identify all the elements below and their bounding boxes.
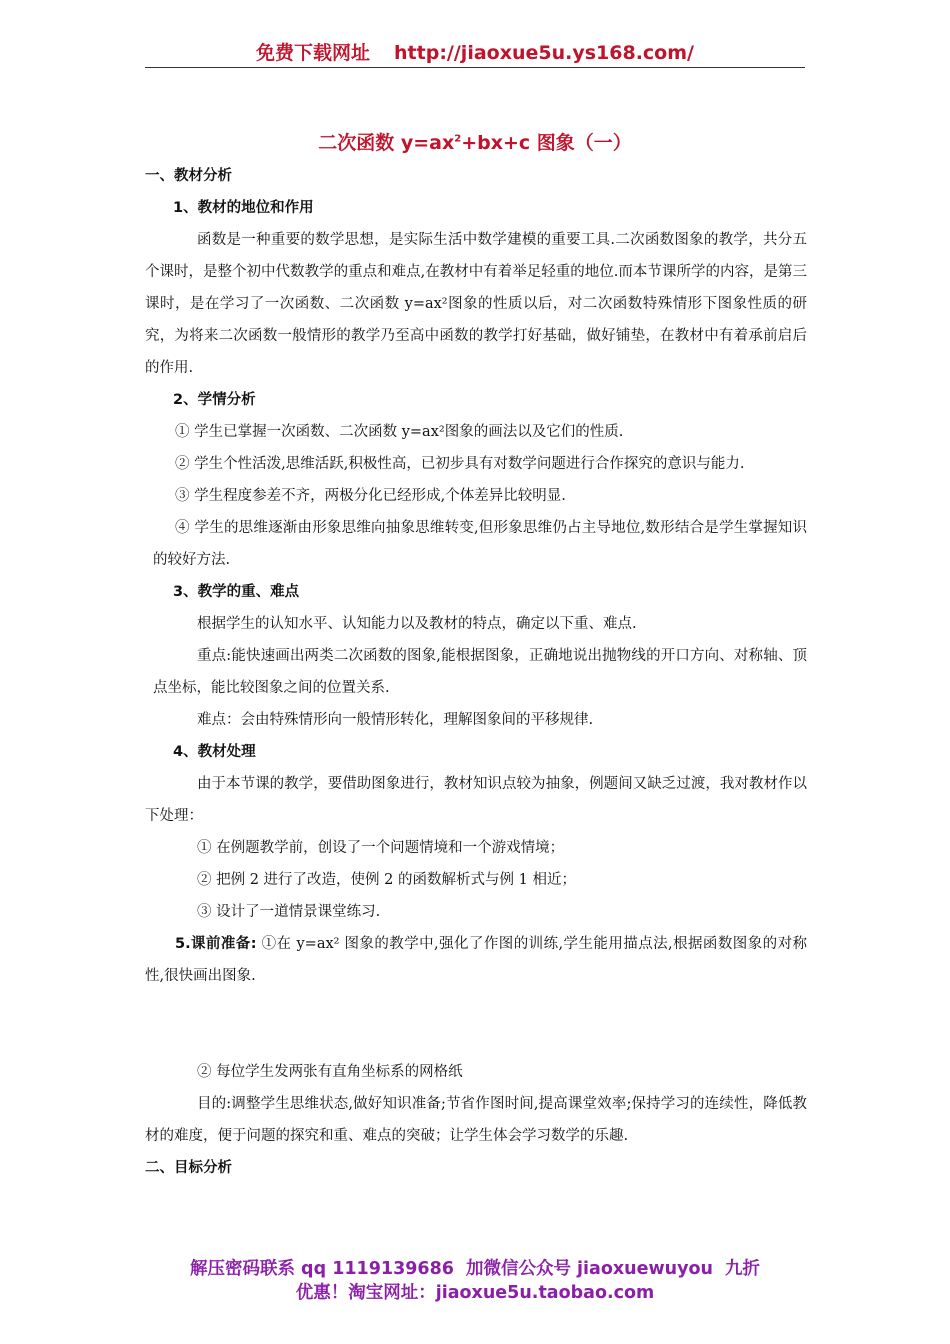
title-rest: +bx+c 图象（一） — [461, 132, 632, 154]
subsection-heading-keypoints: 3、教学的重、难点 — [173, 584, 300, 600]
paragraph-preparation — [145, 928, 807, 992]
page-footer — [0, 1257, 950, 1305]
section-heading-objectives: 二、目标分析 — [145, 1160, 232, 1176]
footer-line-2[interactable]: 优惠！淘宝网址：jiaoxue5u.taobao.com — [295, 1283, 655, 1303]
list-item: ① 学生已掌握一次函数、二次函数 y=ax²图象的画法以及它们的性质. — [175, 424, 624, 440]
header-label: 免费下载网址 — [256, 42, 371, 64]
page-header — [145, 38, 805, 68]
section-heading-analysis: 一、教材分析 — [145, 168, 232, 184]
paragraph-difficult-point: 难点：会由特殊情形向一般情形转化，理解图象间的平移规律. — [197, 712, 594, 728]
footer-wechat: 加微信公众号 jiaoxuewuyou — [465, 1259, 714, 1279]
paragraph-key-point: 重点:能快速画出两类二次函数的图象,能根据图象，正确地说出抛物线的开口方向、对称轴、顶点坐标，能比较图象之间的位置关系. — [153, 648, 807, 696]
footer-discount: 九折 — [725, 1259, 761, 1279]
preparation-heading: 5.课前准备: — [175, 936, 257, 952]
list-item: ③ 学生程度参差不齐，两极分化已经形成,个体差异比较明显. — [175, 488, 566, 504]
title-main: 二次函数 y=ax — [318, 132, 455, 154]
document-body — [145, 160, 807, 1184]
subsection-heading-students: 2、学情分析 — [173, 392, 256, 408]
title-superscript: 2 — [454, 133, 462, 145]
list-item: ① 在例题教学前，创设了一个问题情境和一个游戏情境； — [197, 840, 565, 856]
list-item: ④ 学生的思维逐渐由形象思维向抽象思维转变,但形象思维仍占主导地位,数形结合是学生掌握知识的较好方法. — [153, 520, 807, 568]
blank-gap — [145, 992, 807, 1056]
paragraph-processing-intro: 由于本节课的教学，要借助图象进行，教材知识点较为抽象，例题间又缺乏过渡，我对教材作以下处理： — [145, 776, 807, 824]
paragraph-keypoints-intro: 根据学生的认知水平、认知能力以及教材的特点，确定以下重、难点. — [197, 616, 637, 632]
preparation-text: ①在 y=ax² 图象的教学中,强化了作图的训练,学生能用描点法,根据函数图象的对称性,很快画出图象. — [145, 936, 808, 984]
page-title — [0, 128, 950, 155]
footer-contact: 解压密码联系 qq 1119139686 — [189, 1259, 454, 1279]
list-item: ③ 设计了一道情景课堂练习. — [197, 904, 381, 920]
paragraph-grid-paper: ② 每位学生发两张有直角坐标系的网格纸 — [197, 1064, 463, 1080]
paragraph-purpose: 目的:调整学生思维状态,做好知识准备;节省作图时间,提高课堂效率;保持学习的连续性，降低教材的难度，便于问题的探究和重、难点的突破；让学生体会学习数学的乐趣. — [145, 1096, 807, 1144]
list-item: ② 把例 2 进行了改造，使例 2 的函数解析式与例 1 相近； — [197, 872, 576, 888]
header-url-link[interactable]: http://jiaoxue5u.ys168.com/ — [394, 42, 694, 64]
subsection-heading-role: 1、教材的地位和作用 — [173, 200, 314, 216]
paragraph-role: 函数是一种重要的数学思想，是实际生活中数学建模的重要工具.二次函数图象的教学，共分五个课时，是整个初中代数教学的重点和难点,在教材中有着举足轻重的地位.而本节课所学的内容，是第三课时，是在学习了一次函数、二次函数 y=ax²图象的性质以后，对二次函数特殊情形下图象性质的研究，为将来二次函数一般情形的教学乃至高中函数的教学打好基础，做好铺垫，在教材中有着承前启后的作用. — [145, 232, 807, 376]
subsection-heading-processing: 4、教材处理 — [173, 744, 256, 760]
footer-line-1 — [0, 1257, 950, 1281]
list-item: ② 学生个性活泼,思维活跃,积极性高，已初步具有对数学问题进行合作探究的意识与能力. — [175, 456, 745, 472]
